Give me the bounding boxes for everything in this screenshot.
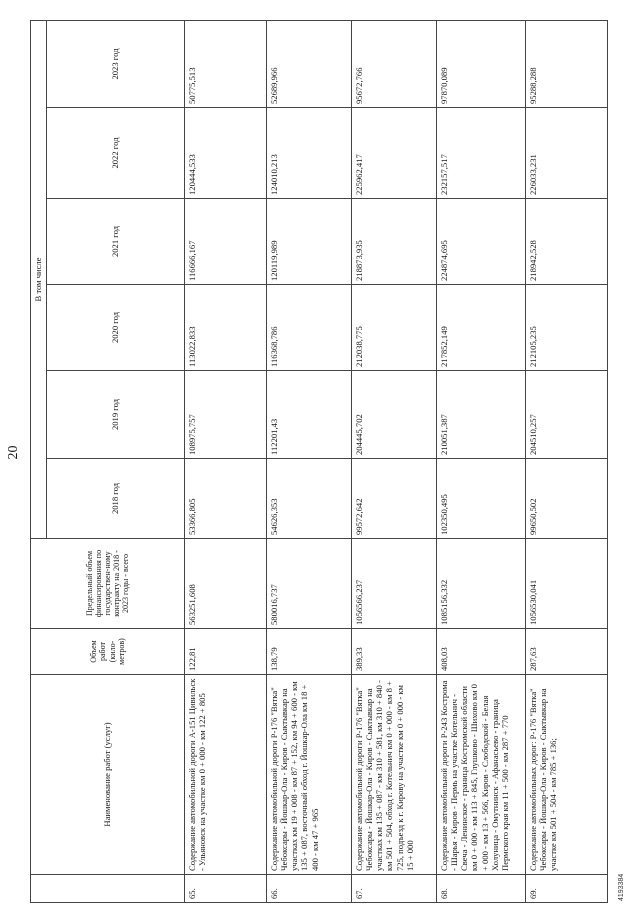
value-2022: 232157,517	[437, 108, 526, 199]
value-2020: 212038,775	[352, 285, 437, 371]
volume-km: 122,81	[185, 629, 267, 675]
value-2019: 108975,757	[185, 371, 267, 459]
volume-km: 138,79	[267, 629, 352, 675]
value-2022: 120444,533	[185, 108, 267, 199]
value-2021: 224874,695	[437, 199, 526, 285]
volume-km: 287,63	[526, 629, 608, 675]
row-number: 67.	[352, 875, 437, 903]
table-row	[267, 21, 352, 903]
page-number: 20	[6, 445, 21, 460]
work-name: Содержание автомобильной дороги А-151 Цивильск - Ульяновск на участке км 0 + 000 - км 122 + 805	[185, 675, 267, 875]
work-name: Содержание автомобильной дороги Р-176 "Вятка" Чебоксары - Йошкар-Ола - Киров - Сыктывкар на участках км 135 + 087 - км 310 + 581, км 310 + 840 - км 501 + 504, обход г. Котельнич км 0 + 000 - км 8 + 725, подъезд к г. Кирову на участке км 0 + 000 - км 15 + 000	[352, 675, 437, 875]
value-2019: 112201,43	[267, 371, 352, 459]
value-2018: 99572,642	[352, 459, 437, 539]
value-2020: 113022,833	[185, 285, 267, 371]
value-2018: 54626,353	[267, 459, 352, 539]
total-limit: 1056530,041	[526, 539, 608, 629]
value-2019: 204510,257	[526, 371, 608, 459]
header-name: Наименование работ (услуг)	[31, 675, 185, 875]
value-2021: 120119,989	[267, 199, 352, 285]
header-year-2023: 2023 год	[47, 21, 185, 108]
row-number: 69.	[526, 875, 608, 903]
volume-km: 389,33	[352, 629, 437, 675]
value-2018: 53366,805	[185, 459, 267, 539]
value-2022: 225962,417	[352, 108, 437, 199]
header-no	[31, 875, 185, 903]
value-2020: 212105,235	[526, 285, 608, 371]
table-row	[185, 21, 267, 903]
work-name: Содержание автомобильной дороги Р-176 "Вятка" Чебоксары - Йошкар-Ола - Киров - Сыктывкар на участках км 19 + 008 - км 87 + 152, км 94 + 600 - км 135 + 087, восточный обход г. Йошкар-Ола км 18 + 400 - км 47 + 965	[267, 675, 352, 875]
value-2023: 97870,089	[437, 21, 526, 108]
value-2019: 210051,387	[437, 371, 526, 459]
value-2023: 95672,766	[352, 21, 437, 108]
table-row	[352, 21, 437, 903]
value-2022: 124010,213	[267, 108, 352, 199]
header-in-total: В том числе	[31, 21, 47, 539]
header-year-2020: 2020 год	[47, 285, 185, 371]
value-2023: 52689,966	[267, 21, 352, 108]
value-2022: 226033,231	[526, 108, 608, 199]
document-id: 4193384	[618, 873, 625, 901]
total-limit: 1085156,332	[437, 539, 526, 629]
value-2021: 218873,935	[352, 199, 437, 285]
financing-table	[30, 20, 608, 903]
header-year-2021: 2021 год	[47, 199, 185, 285]
value-2020: 116368,786	[267, 285, 352, 371]
value-2023: 95288,288	[526, 21, 608, 108]
table-row	[437, 21, 526, 903]
value-2019: 204445,702	[352, 371, 437, 459]
total-limit: 580016,737	[267, 539, 352, 629]
value-2020: 217852,149	[437, 285, 526, 371]
value-2021: 116666,167	[185, 199, 267, 285]
row-number: 65.	[185, 875, 267, 903]
header-limit: Предельный объем финансирования по государствен-ному контракту на 2018 - 2023 годы - всего	[31, 539, 185, 629]
value-2018: 99650,502	[526, 459, 608, 539]
volume-km: 408,03	[437, 629, 526, 675]
work-name: Содержание автомобильной дороги Р-243 Кострома - Шарья - Киров - Пермь на участке Котельнич - Свеча - Ленинское - граница Костромской области км 0 + 000 - км 113 + 845, Глушково - Шихово км 0 + 000 - км 13 + 566, Киров - Слободской - Белая Холуница - Омутнинск - Афанасьево - граница Пермского края км 11 + 500 - км 287 + 770	[437, 675, 526, 875]
header-year-2022: 2022 год	[47, 108, 185, 199]
header-year-2018: 2018 год	[47, 459, 185, 539]
row-number: 68.	[437, 875, 526, 903]
work-name: Содержание автомобильных дорог: Р-176 "Вятка" Чебоксары - Йошкар-Ола - Киров - Сыктывкар на участке км 501 + 504 - км 785 + 136;	[526, 675, 608, 875]
value-2018: 102350,495	[437, 459, 526, 539]
table-row	[526, 21, 608, 903]
total-limit: 1056566,237	[352, 539, 437, 629]
header-year-2019: 2019 год	[47, 371, 185, 459]
total-limit: 563251,608	[185, 539, 267, 629]
row-number: 66.	[267, 875, 352, 903]
value-2023: 50775,513	[185, 21, 267, 108]
value-2021: 218942,528	[526, 199, 608, 285]
header-volume: Объем работ (кило-метров)	[31, 629, 185, 675]
